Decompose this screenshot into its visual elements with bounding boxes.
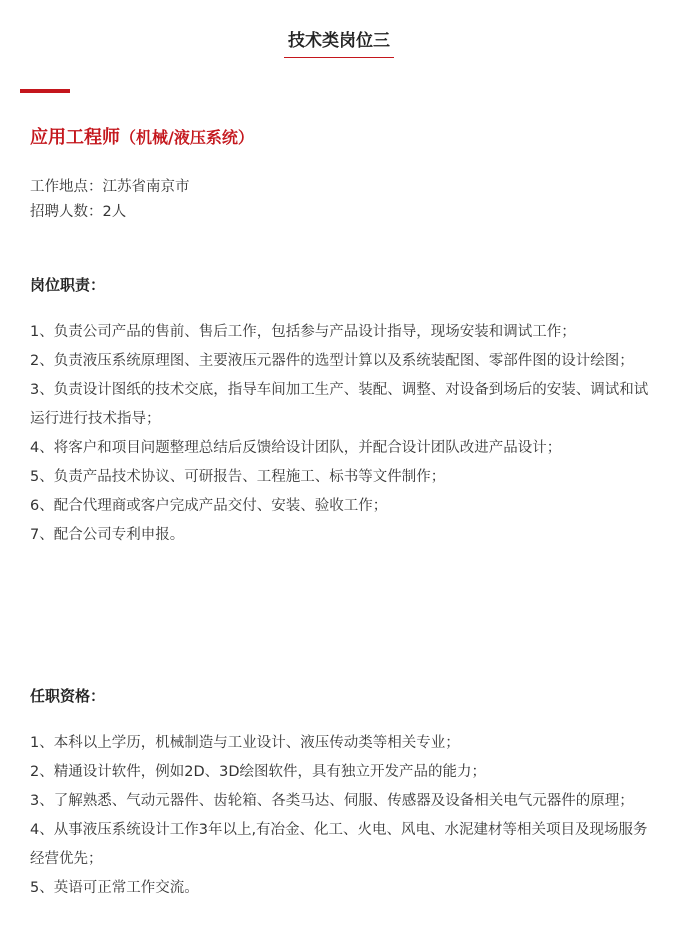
list-item: 6、配合代理商或客户完成产品交付、安装、验收工作； [30, 498, 388, 514]
list-item: 2、精通设计软件，例如2D、3D绘图软件，具有独立开发产品的能力； [30, 764, 487, 780]
list-item: 5、英语可正常工作交流。 [30, 880, 199, 896]
section-title-text: 技术类岗位三 [284, 26, 394, 58]
responsibilities-heading: 岗位职责： [30, 276, 106, 294]
qualifications-heading: 任职资格： [30, 687, 106, 705]
job-headcount: 招聘人数：2人 [30, 204, 127, 220]
job-title-subtitle: （机械/液压系统） [120, 128, 254, 147]
list-item: 4、从事液压系统设计工作3年以上,有冶金、化工、火电、风电、水泥建材等相关项目及现场服务经营优先； [30, 822, 648, 867]
responsibilities-list [30, 318, 652, 550]
job-location: 工作地点：江苏省南京市 [30, 179, 190, 195]
list-item: 3、了解熟悉、气动元器件、齿轮箱、各类马达、伺服、传感器及设备相关电气元器件的原理； [30, 793, 634, 809]
job-title [30, 123, 254, 149]
list-item: 1、本科以上学历，机械制造与工业设计、液压传动类等相关专业； [30, 735, 460, 751]
list-item: 2、负责液压系统原理图、主要液压元器件的选型计算以及系统装配图、零部件图的设计绘图； [30, 353, 634, 369]
list-item: 7、配合公司专利申报。 [30, 527, 185, 543]
list-item: 4、将客户和项目问题整理总结后反馈给设计团队，并配合设计团队改进产品设计； [30, 440, 562, 456]
list-item: 5、负责产品技术协议、可研报告、工程施工、标书等文件制作； [30, 469, 446, 485]
qualifications-list [30, 729, 652, 903]
list-item: 1、负责公司产品的售前、售后工作，包括参与产品设计指导，现场安装和调试工作； [30, 324, 576, 340]
accent-divider [20, 89, 70, 93]
list-item: 3、负责设计图纸的技术交底，指导车间加工生产、装配、调整、对设备到场后的安装、调试和试运行进行技术指导； [30, 382, 649, 427]
job-title-main: 应用工程师 [30, 127, 120, 148]
section-title [0, 26, 678, 58]
